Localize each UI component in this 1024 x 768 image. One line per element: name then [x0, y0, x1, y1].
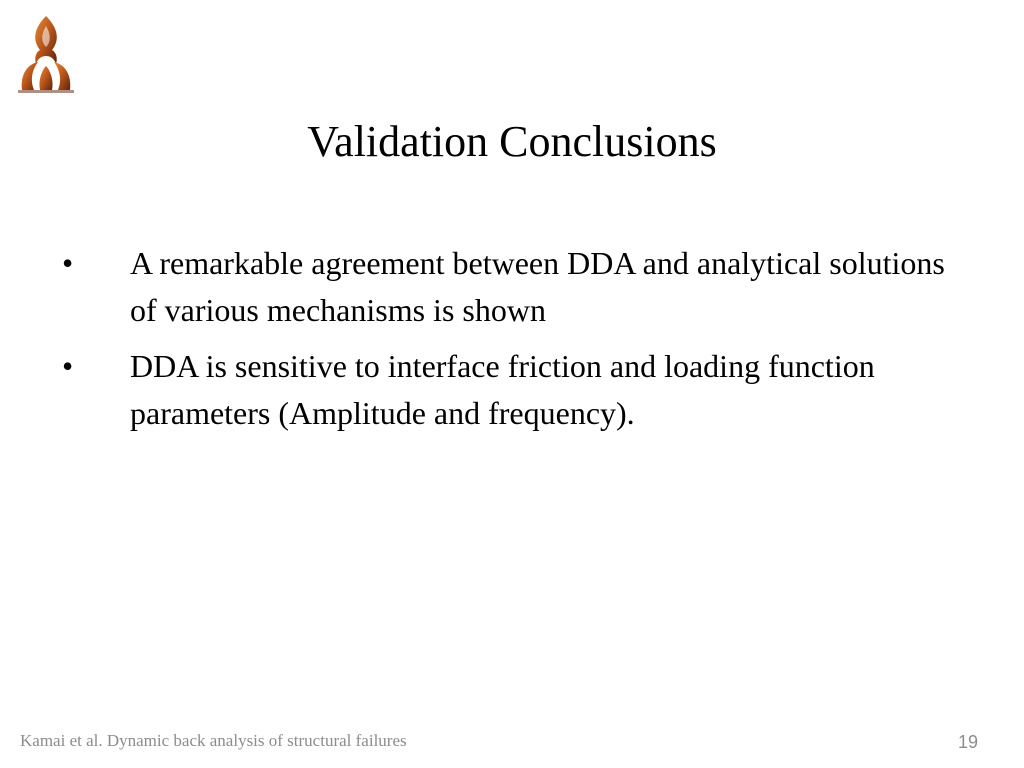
slide-title: Validation Conclusions [307, 117, 717, 166]
bullet-icon: • [62, 245, 74, 281]
university-emblem-icon [14, 14, 78, 94]
bullet-icon: • [62, 348, 74, 384]
bullet-text: DDA is sensitive to interface friction and loading function parameters (Amplitude and frequency). [130, 348, 875, 431]
list-item [56, 240, 956, 334]
bullet-text: A remarkable agreement between DDA and analytical solutions of various mechanisms is shown [130, 245, 945, 328]
list-item [56, 343, 956, 437]
bullet-list [56, 240, 956, 446]
page-number: 19 [957, 732, 978, 752]
footer-citation: Kamai et al. Dynamic back analysis of structural failures [20, 731, 407, 750]
